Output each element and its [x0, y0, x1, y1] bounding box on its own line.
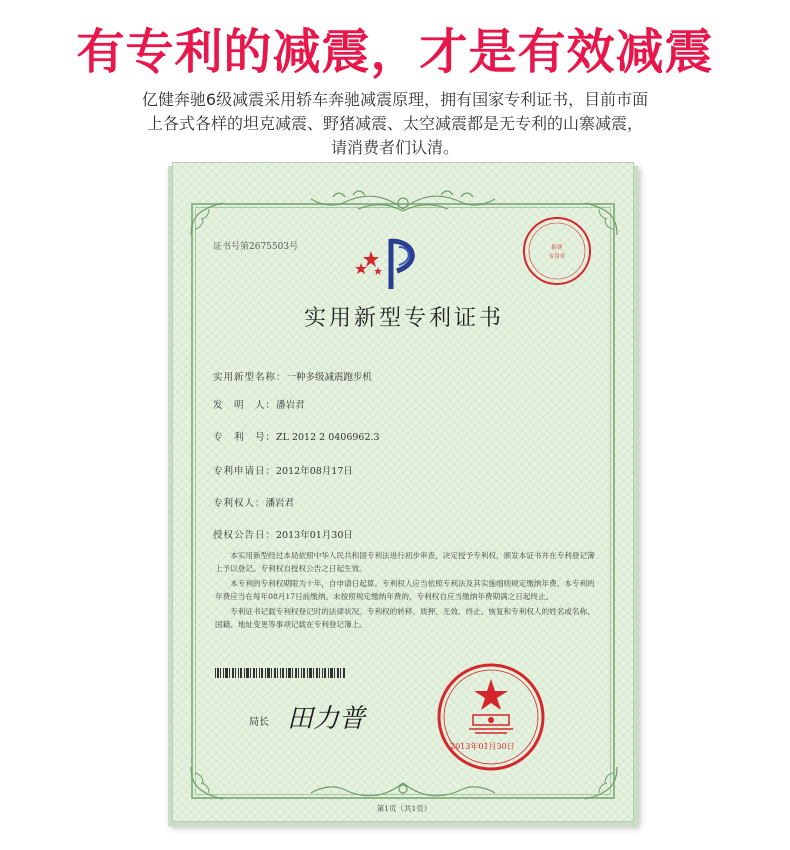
field-owner-value: 潘岩君 — [265, 498, 295, 509]
field-filing-date-value: 2012年08月17日 — [276, 466, 353, 477]
body-paragraph-2: 本专利的专利权期限为十年，自申请日起算。专利权人应当依照专利法及其实施细则规定缴纳年费。本专利的年费应当在每年08月17日前缴纳。未按照规定缴纳年费的，专利权自应当缴纳年费期满之日起终止。 — [215, 579, 595, 601]
field-name-label: 实用新型名称： — [213, 372, 287, 383]
director-label: 局长 — [249, 717, 269, 728]
official-seal-icon — [435, 661, 547, 773]
seal-date: 2013年01月30日 — [450, 742, 515, 751]
corner-ornament-tl — [187, 199, 227, 239]
certificate-number: 证书号第2675503号 — [213, 242, 299, 252]
patent-certificate — [172, 162, 634, 822]
bottom-ornament — [303, 779, 503, 801]
signature-text: 田力普 — [287, 704, 366, 734]
svg-text:防伪: 防伪 — [551, 245, 563, 251]
page-footer: 第1页（共1页） — [376, 804, 432, 813]
intro-line-2: 上各式各样的坦克减震、野猪减震、太空减震都是无专利的山寨减震， — [146, 114, 643, 133]
small-seal-icon — [521, 215, 593, 287]
field-owner — [213, 495, 294, 509]
intro-text — [80, 88, 710, 160]
barcode-icon — [215, 668, 345, 678]
certificate-title: 实用新型专利证书 — [303, 306, 504, 331]
director-signature — [283, 693, 393, 737]
certificate-body — [215, 549, 595, 633]
field-patent-no-value: ZL 2012 2 0406962.3 — [276, 432, 380, 443]
field-grant-date-value: 2013年01月30日 — [276, 530, 353, 541]
intro-line-3: 请消费者们认清。 — [330, 138, 459, 157]
field-grant-date — [213, 527, 353, 541]
field-filing-date — [213, 463, 353, 477]
field-inventor — [213, 397, 305, 411]
field-name — [213, 369, 372, 383]
field-inventor-label: 发 明 人： — [213, 400, 277, 411]
headline: 有专利的减震，才是有效减震 — [76, 24, 714, 80]
field-name-value: 一种多级减震跑步机 — [286, 372, 373, 383]
intro-line-1: 亿健奔驰6级减震采用轿车奔驰减震原理，拥有国家专利证书，目前市面 — [141, 90, 649, 109]
field-patent-no — [213, 429, 380, 443]
corner-ornament-br — [581, 763, 621, 803]
field-patent-no-label: 专 利 号： — [213, 432, 277, 443]
field-grant-date-label: 授权公告日： — [213, 530, 277, 541]
body-paragraph-1: 本实用新型经过本局依照中华人民共和国专利法进行初步审查，决定授予专利权，颁发本证书并在专利登记簿上予以登记。专利权自授权公告之日起生效。 — [215, 551, 595, 573]
field-owner-label: 专利权人： — [213, 498, 266, 509]
field-inventor-value: 潘岩君 — [276, 400, 305, 411]
field-filing-date-label: 专利申请日： — [213, 466, 277, 477]
corner-ornament-bl — [187, 763, 227, 803]
patent-office-logo-icon — [351, 233, 431, 293]
body-paragraph-3: 专利证书记载专利权登记时的法律状况。专利权的转移、质押、无效、终止、恢复和专利权人的姓名或名称、国籍、地址变更等事项记载在专利登记簿上。 — [215, 607, 595, 629]
svg-text:专用章: 专用章 — [548, 254, 566, 260]
top-ornament — [303, 189, 503, 215]
